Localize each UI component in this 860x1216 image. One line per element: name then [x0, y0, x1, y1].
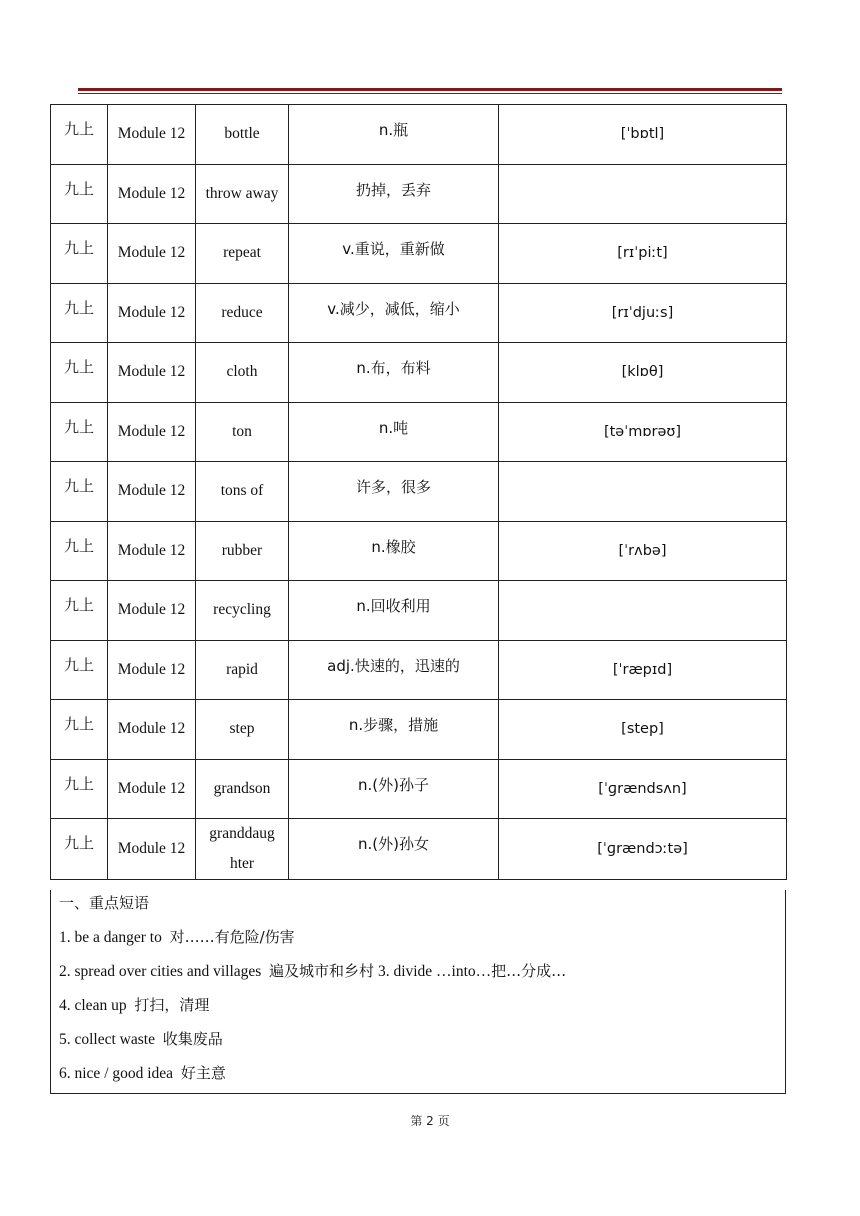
table-row	[51, 105, 787, 165]
phrase-item-5: 5. collect waste 收集废品	[59, 1030, 223, 1048]
cell-meaning: n.吨	[289, 402, 499, 462]
table-row	[51, 819, 787, 880]
cell-book: 九上	[51, 105, 108, 165]
cell-word: cloth	[196, 343, 289, 403]
cell-phonetic: [ˈbɒtl]	[499, 105, 787, 165]
cell-word: tons of	[196, 462, 289, 522]
table-row	[51, 759, 787, 819]
cell-phonetic: [klɒθ]	[499, 343, 787, 403]
cell-book: 九上	[51, 462, 108, 522]
phrase-item-6: 6. nice / good idea 好主意	[59, 1064, 226, 1082]
cell-word: bottle	[196, 105, 289, 165]
cell-word: granddaug hter	[196, 819, 289, 880]
table-row	[51, 462, 787, 522]
table-row	[51, 224, 787, 284]
cell-module: Module 12	[108, 581, 196, 641]
table-row	[51, 700, 787, 760]
table-row	[51, 164, 787, 224]
cell-meaning: n.(外)孙女	[289, 819, 499, 880]
cell-module: Module 12	[108, 105, 196, 165]
cell-book: 九上	[51, 759, 108, 819]
cell-phonetic: [rɪˈpiːt]	[499, 224, 787, 284]
cell-word: step	[196, 700, 289, 760]
phrase-item-4: 4. clean up 打扫，清理	[59, 996, 210, 1014]
table-row	[51, 581, 787, 641]
cell-meaning: n.(外)孙子	[289, 759, 499, 819]
cell-book: 九上	[51, 521, 108, 581]
cell-phonetic	[499, 581, 787, 641]
cell-word: repeat	[196, 224, 289, 284]
cell-phonetic: [ˈrʌbə]	[499, 521, 787, 581]
vocabulary-table-body	[51, 105, 787, 880]
table-row	[51, 402, 787, 462]
cell-meaning: 扔掉，丢弃	[289, 164, 499, 224]
cell-module: Module 12	[108, 462, 196, 522]
cell-book: 九上	[51, 581, 108, 641]
cell-module: Module 12	[108, 759, 196, 819]
cell-phonetic: [ˈɡrændsʌn]	[499, 759, 787, 819]
cell-meaning: n.回收利用	[289, 581, 499, 641]
cell-phonetic: [təˈmɒrəʊ]	[499, 402, 787, 462]
cell-module: Module 12	[108, 283, 196, 343]
cell-book: 九上	[51, 700, 108, 760]
cell-word: throw away	[196, 164, 289, 224]
cell-book: 九上	[51, 283, 108, 343]
cell-module: Module 12	[108, 343, 196, 403]
cell-book: 九上	[51, 343, 108, 403]
cell-word: rubber	[196, 521, 289, 581]
table-row	[51, 640, 787, 700]
cell-book: 九上	[51, 164, 108, 224]
cell-meaning: v.重说，重新做	[289, 224, 499, 284]
cell-book: 九上	[51, 640, 108, 700]
cell-module: Module 12	[108, 640, 196, 700]
page-number: 第 2 页	[410, 1114, 450, 1128]
cell-meaning: n.布，布料	[289, 343, 499, 403]
table-row	[51, 283, 787, 343]
cell-phonetic	[499, 462, 787, 522]
cell-module: Module 12	[108, 402, 196, 462]
cell-meaning: 许多，很多	[289, 462, 499, 522]
cell-meaning: n.步骤，措施	[289, 700, 499, 760]
cell-word: ton	[196, 402, 289, 462]
table-row	[51, 521, 787, 581]
header-rule-thin	[78, 93, 782, 94]
cell-book: 九上	[51, 402, 108, 462]
cell-phonetic: [ˈræpɪd]	[499, 640, 787, 700]
cell-meaning: n.橡胶	[289, 521, 499, 581]
key-phrases-section	[50, 890, 786, 1094]
phrase-item-1: 1. be a danger to 对……有危险/伤害	[59, 928, 295, 946]
cell-module: Module 12	[108, 164, 196, 224]
cell-word: recycling	[196, 581, 289, 641]
cell-phonetic: [step]	[499, 700, 787, 760]
cell-meaning: v.减少，减低，缩小	[289, 283, 499, 343]
vocabulary-table	[50, 104, 787, 880]
cell-meaning: n.瓶	[289, 105, 499, 165]
cell-meaning: adj.快速的，迅速的	[289, 640, 499, 700]
cell-book: 九上	[51, 819, 108, 880]
cell-word: grandson	[196, 759, 289, 819]
table-row	[51, 343, 787, 403]
cell-word: reduce	[196, 283, 289, 343]
cell-module: Module 12	[108, 700, 196, 760]
cell-phonetic: [rɪˈdjuːs]	[499, 283, 787, 343]
cell-module: Module 12	[108, 819, 196, 880]
phrases-heading: 一、重点短语	[59, 894, 150, 912]
phrase-item-2: 2. spread over cities and villages 遍及城市和乡村 3. divide …into…把…分成…	[59, 962, 567, 980]
cell-phonetic: [ˈɡrændɔːtə]	[499, 819, 787, 880]
cell-word: rapid	[196, 640, 289, 700]
cell-module: Module 12	[108, 224, 196, 284]
cell-phonetic	[499, 164, 787, 224]
header-rule-thick	[78, 88, 782, 91]
cell-module: Module 12	[108, 521, 196, 581]
cell-book: 九上	[51, 224, 108, 284]
